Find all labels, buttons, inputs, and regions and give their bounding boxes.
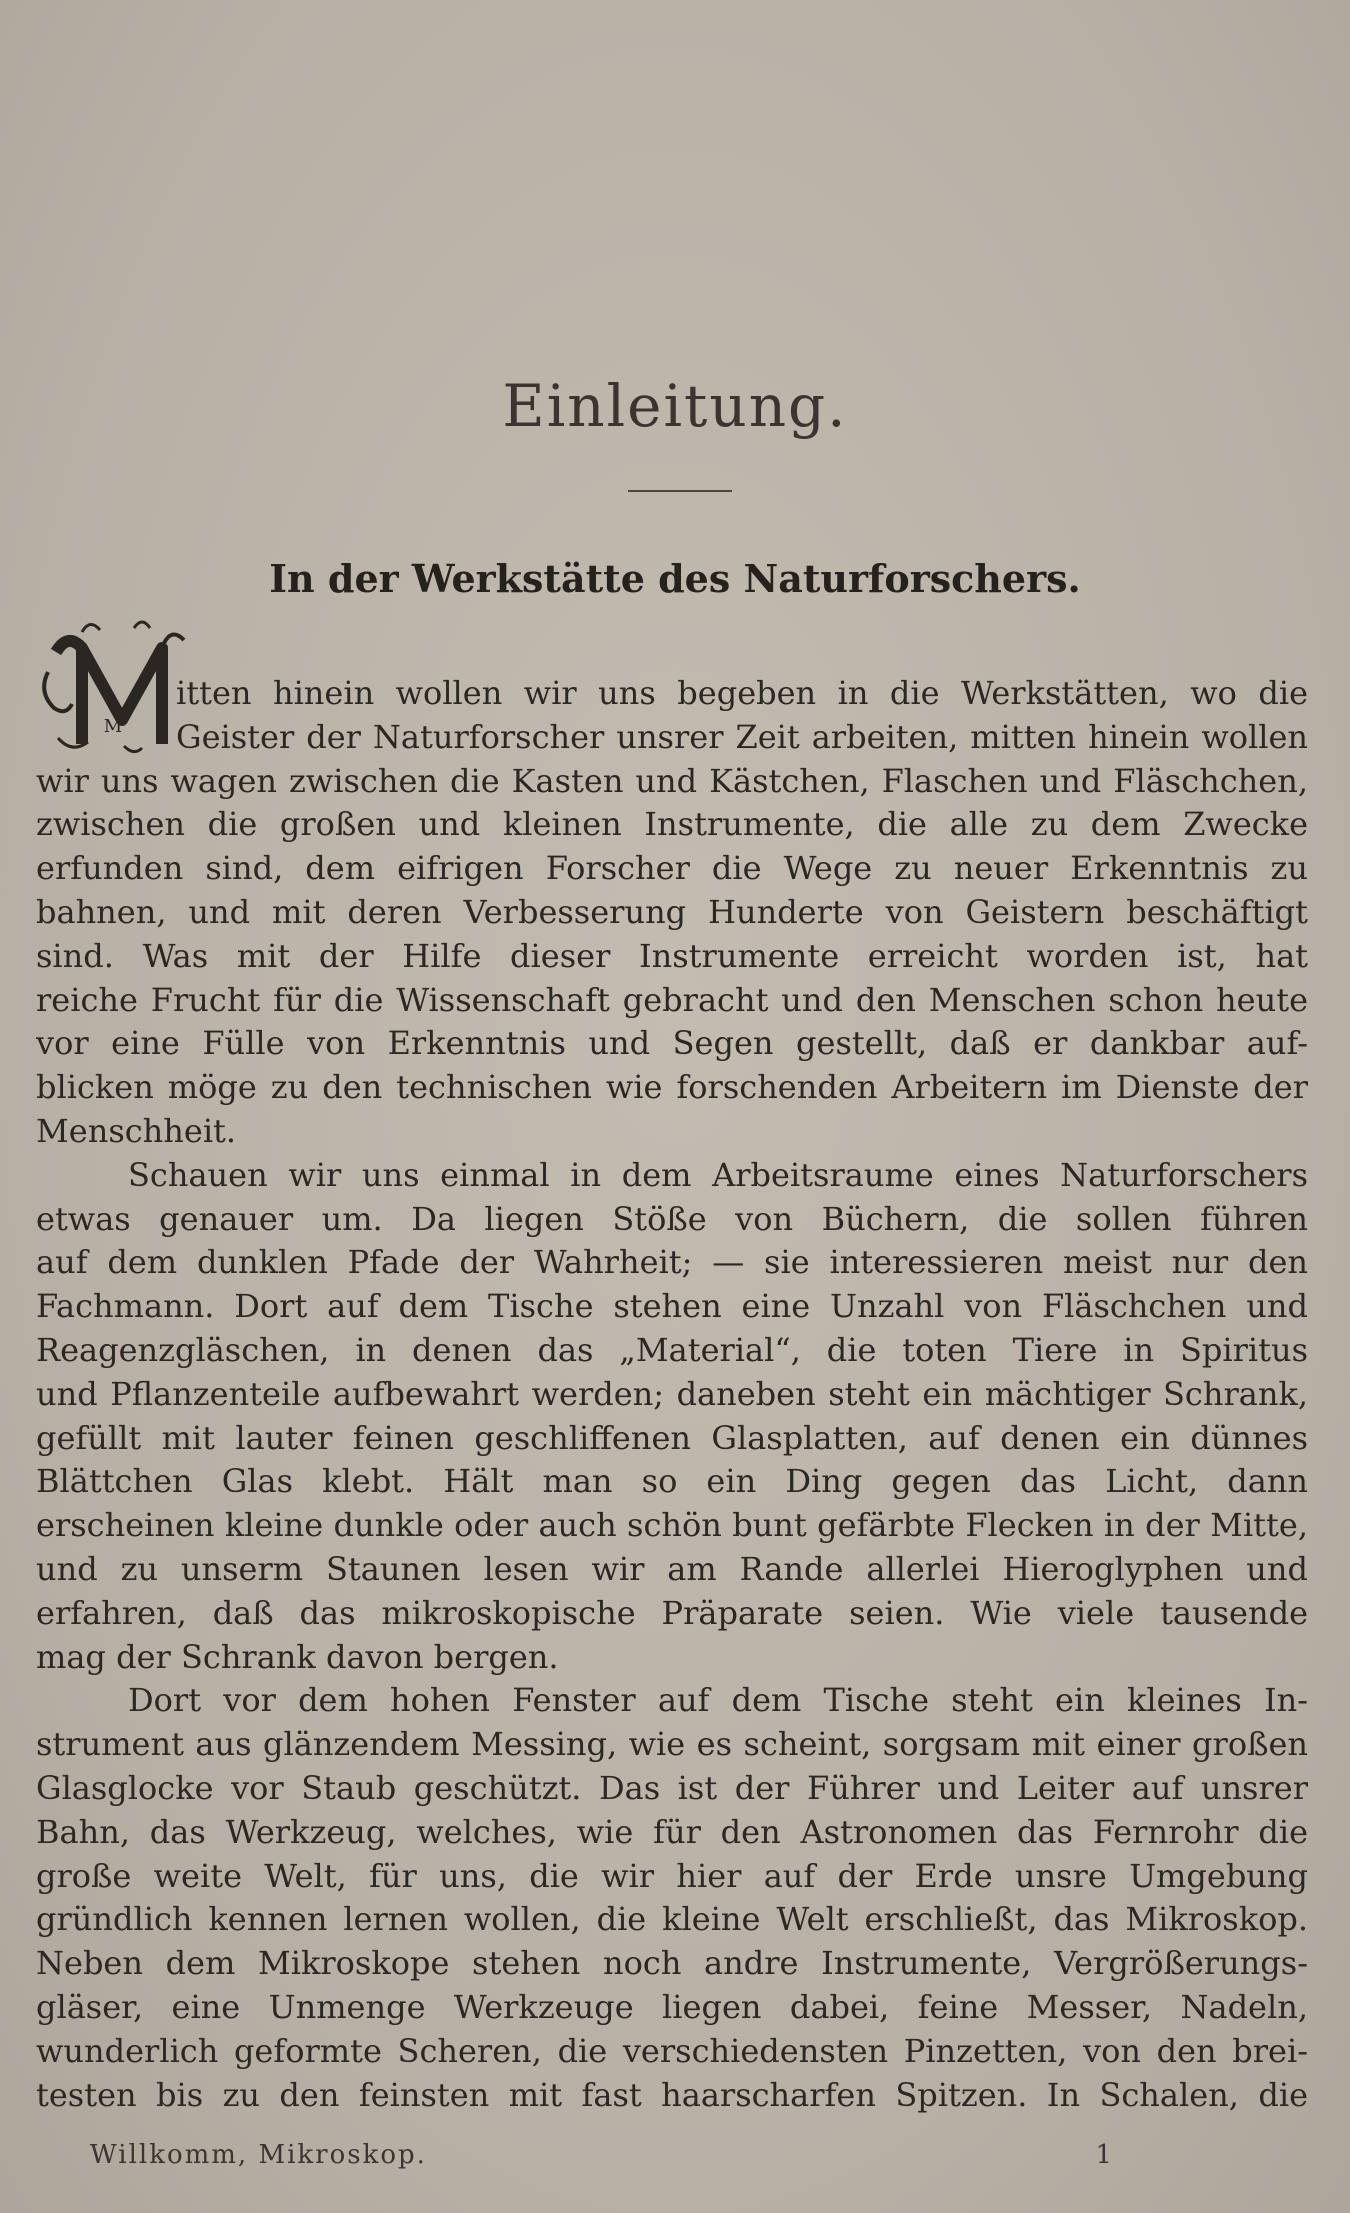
footer-signature: Willkomm, Mikroskop. (90, 2140, 427, 2170)
text-line: gründlich kennen lernen wollen, die kleine Welt erschließt, das Mikroskop. (36, 1900, 1308, 1939)
body-text (36, 672, 1308, 2117)
text-line: Blättchen Glas klebt. Hält man so ein Ding gegen das Licht, dann (36, 1462, 1308, 1501)
text-line: und zu unserm Staunen lesen wir am Rande allerlei Hieroglyphen und (36, 1549, 1308, 1588)
section-title: In der Werkstätte des Naturforschers. (269, 556, 1081, 601)
drop-cap-letter: M (103, 716, 123, 737)
text-line: erscheinen kleine dunkle oder auch schön bunt gefärbte Flecken in der Mitte, (36, 1506, 1308, 1545)
text-line: Menschheit. (36, 1111, 237, 1150)
text-line: Neben dem Mikroskope stehen noch andre Instrumente, Vergrößerungs- (36, 1944, 1308, 1983)
text-line: Fachmann. Dort auf dem Tische stehen eine Unzahl von Fläschchen und (36, 1287, 1308, 1326)
text-line: und Pflanzenteile aufbewahrt werden; daneben steht ein mächtiger Schrank, (36, 1374, 1308, 1413)
text-line: Glasglocke vor Staub geschützt. Das ist der Führer und Leiter auf unsrer (36, 1768, 1308, 1807)
text-line: erfahren, daß das mikroskopische Präparate seien. Wie viele tausende (36, 1593, 1308, 1632)
text-line: vor eine Fülle von Erkenntnis und Segen gestellt, daß er dankbar auf- (36, 1024, 1308, 1063)
text-line: gläser, eine Unmenge Werkzeuge liegen dabei, feine Messer, Nadeln, (36, 1987, 1308, 2026)
text-line: blicken möge zu den technischen wie forschenden Arbeitern im Dienste der (36, 1068, 1308, 1107)
text-line: itten hinein wollen wir uns begeben in die Werkstätten, wo die (176, 674, 1308, 712)
text-line: testen bis zu den feinsten mit fast haarscharfen Spitzen. In Schalen, die (36, 2075, 1308, 2114)
page-number: 1 (1095, 2140, 1114, 2170)
chapter-title: Einleitung. (502, 372, 848, 440)
text-line: auf dem dunklen Pfade der Wahrheit; — sie interessieren meist nur den (36, 1243, 1308, 1282)
text-line: wir uns wagen zwischen die Kasten und Kästchen, Flaschen und Fläschchen, (36, 761, 1308, 800)
text-line: reiche Frucht für die Wissenschaft gebracht und den Menschen schon heute (36, 980, 1308, 1019)
text-line: Dort vor dem hohen Fenster auf dem Tische steht ein kleines In- (128, 1681, 1308, 1720)
text-line: Geister der Naturforscher unsrer Zeit arbeiten, mitten hinein wollen (176, 717, 1308, 756)
text-line: wunderlich geformte Scheren, die verschiedensten Pinzetten, von den brei- (36, 2031, 1308, 2070)
text-line: etwas genauer um. Da liegen Stöße von Büchern, die sollen führen (36, 1199, 1308, 1238)
text-line: große weite Welt, für uns, die wir hier auf der Erde unsre Umgebung (36, 1856, 1308, 1895)
text-line: Schauen wir uns einmal in dem Arbeitsraume eines Naturforschers (128, 1155, 1308, 1194)
text-line: Bahn, das Werkzeug, welches, wie für den Astronomen das Fernrohr die (36, 1812, 1308, 1851)
text-line: Reagenzgläschen, in denen das „Material“, die toten Tiere in Spiritus (36, 1330, 1308, 1369)
text-line: zwischen die großen und kleinen Instrumente, die alle zu dem Zwecke (36, 805, 1308, 844)
text-line: gefüllt mit lauter feinen geschliffenen Glasplatten, auf denen ein dünnes (36, 1418, 1308, 1457)
title-divider (628, 490, 732, 492)
page-footer (90, 2140, 1114, 2170)
text-line: strument aus glänzendem Messing, wie es scheint, sorgsam mit einer großen (36, 1725, 1308, 1764)
text-line: bahnen, und mit deren Verbesserung Hunderte von Geistern beschäftigt (36, 892, 1308, 931)
text-line: mag der Schrank davon bergen. (36, 1637, 559, 1676)
text-line: sind. Was mit der Hilfe dieser Instrumente erreicht worden ist, hat (36, 936, 1308, 975)
text-line: erfunden sind, dem eifrigen Forscher die Wege zu neuer Erkenntnis zu (36, 849, 1308, 888)
